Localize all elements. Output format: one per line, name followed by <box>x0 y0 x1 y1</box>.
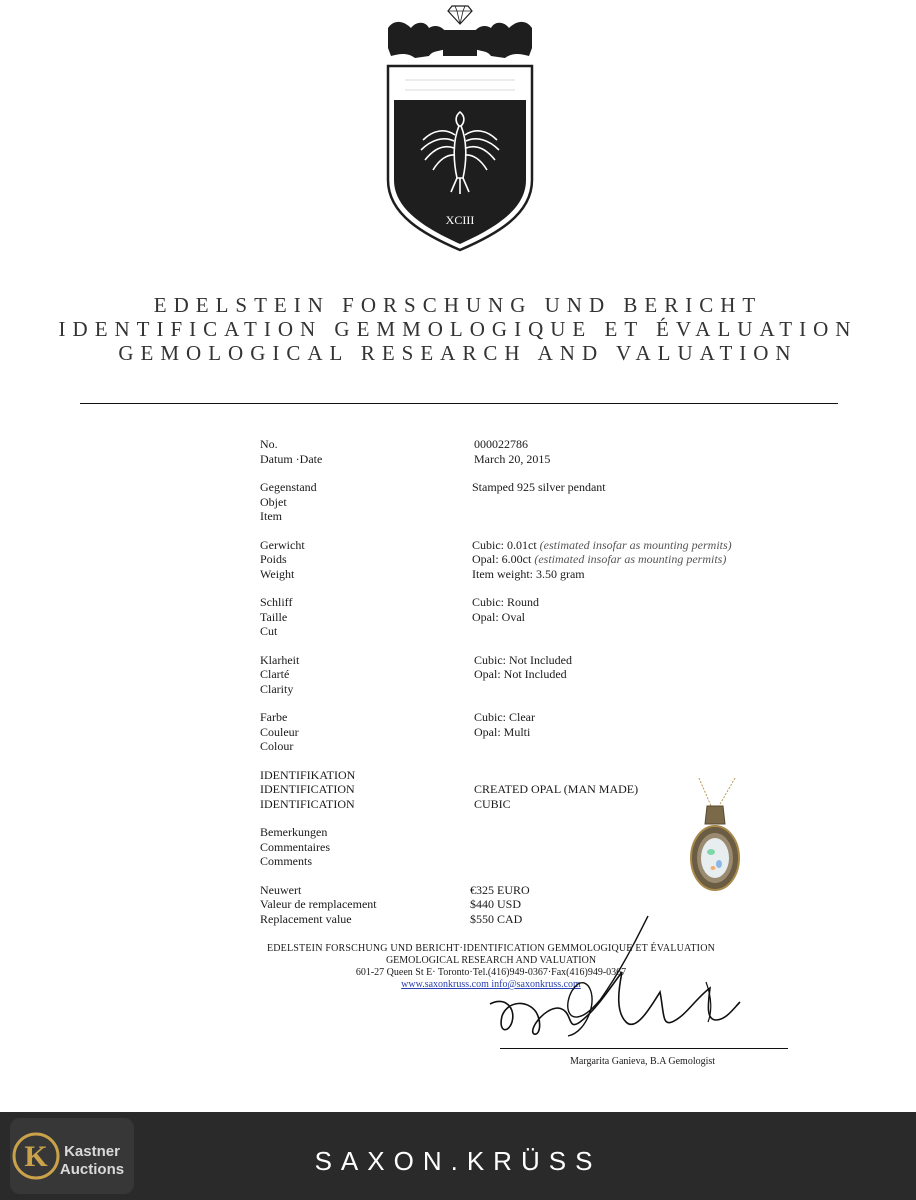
clarity-label-en: Clarity <box>260 681 294 696</box>
value-usd: $440 USD <box>470 897 522 911</box>
colour-opal: Opal: Multi <box>474 724 531 739</box>
pendant-photo <box>685 778 745 898</box>
colour-cubic: Cubic: Clear <box>474 710 535 724</box>
brand-name: SAXON.KRÜSS <box>314 1146 602 1176</box>
value-euro: €325 EURO <box>470 882 530 897</box>
signature-line <box>500 1048 788 1049</box>
cut-label-fr: Taille <box>260 609 288 624</box>
row-cut <box>260 595 860 639</box>
comments-label-fr: Commentaires <box>260 839 330 854</box>
value-cad: $550 CAD <box>470 911 523 926</box>
kastner-auctions-watermark <box>10 1118 134 1194</box>
footer-subtitle: GEMOLOGICAL RESEARCH AND VALUATION <box>385 955 597 966</box>
row-item <box>260 480 860 524</box>
ident-label-en: IDENTIFICATION <box>260 796 355 811</box>
row-colour <box>260 710 860 754</box>
watermark-line1: Kastner <box>64 1143 120 1160</box>
weight-opal-note: (estimated insofar as mounting permits) <box>534 552 727 566</box>
weight-opal: Opal: 6.00ct <box>472 552 535 566</box>
row-comments <box>260 825 860 869</box>
item-label-fr: Objet <box>260 494 287 509</box>
weight-item: Item weight: 3.50 gram <box>472 566 585 581</box>
row-identification <box>260 768 860 812</box>
heading-english: GEMOLOGICAL RESEARCH AND VALUATION <box>118 341 798 365</box>
row-weight <box>260 538 860 582</box>
item-value: Stamped 925 silver pendant <box>472 480 606 494</box>
colour-label-fr: Couleur <box>260 724 299 739</box>
footer-address: 601-27 Queen St E· Toronto·Tel.(416)949-0367·Fax(416)949-0367 <box>355 967 627 978</box>
ident-opal: CREATED OPAL (MAN MADE) <box>474 782 639 796</box>
cut-cubic: Cubic: Round <box>472 595 540 609</box>
ident-label-fr: IDENTIFICATION <box>260 782 355 796</box>
weight-cubic: Cubic: 0.01ct <box>472 537 540 552</box>
signature-name: Margarita Ganieva, B.A Gemologist <box>570 1056 716 1067</box>
no-label: No. <box>260 437 278 451</box>
no-value: 000022786 <box>474 437 528 451</box>
item-label-de: Gegenstand <box>260 480 317 494</box>
weight-cubic-note: (estimated insofar as mounting permits) <box>539 537 732 552</box>
divider <box>80 403 838 404</box>
signature-scribble <box>450 912 770 1042</box>
clarity-opal: Opal: Not Included <box>474 667 567 681</box>
row-number <box>260 437 860 466</box>
colour-label-de: Farbe <box>260 710 288 724</box>
clarity-label-fr: Clarté <box>260 667 290 681</box>
value-label-de: Neuwert <box>260 882 302 897</box>
comments-label-de: Bemerkungen <box>260 825 328 839</box>
date-value: March 20, 2015 <box>474 451 551 466</box>
heading-french: IDENTIFICATION GEMMOLOGIQUE ET ÉVALUATION <box>58 317 858 341</box>
value-label-fr: Valeur de remplacement <box>260 897 377 911</box>
comments-label-en: Comments <box>260 854 313 868</box>
footer-links[interactable]: www.saxonkruss.com info@saxonkruss.com <box>401 979 581 990</box>
watermark-line2: Auctions <box>59 1161 125 1178</box>
report-table <box>260 437 860 926</box>
cut-label-en: Cut <box>260 624 278 638</box>
weight-label-en: Weight <box>260 566 295 581</box>
ident-label-de: IDENTIFIKATION <box>260 767 356 782</box>
crest-numeral: XCIII <box>445 213 475 227</box>
date-label: Datum ·Date <box>260 451 323 466</box>
heading-german: EDELSTEIN FORSCHUNG UND BERICHT <box>153 293 763 317</box>
svg-text:K: K <box>24 1140 48 1173</box>
item-label-en: Item <box>260 509 282 523</box>
row-clarity <box>260 653 860 697</box>
footer-company: EDELSTEIN FORSCHUNG UND BERICHT·IDENTIFICATION GEMMOLOGIQUE ET ÉVALUATION <box>266 943 716 954</box>
colour-label-en: Colour <box>260 739 294 753</box>
clarity-cubic: Cubic: Not Included <box>474 652 572 667</box>
cut-label-de: Schliff <box>260 595 293 609</box>
value-label-en: Replacement value <box>260 911 352 926</box>
cut-opal: Opal: Oval <box>472 609 525 624</box>
ident-cubic: CUBIC <box>474 796 511 811</box>
weight-label-de: Gerwicht <box>260 537 305 552</box>
weight-label-fr: Poids <box>260 552 287 566</box>
clarity-label-de: Klarheit <box>260 652 300 667</box>
crest-logo <box>385 0 535 255</box>
